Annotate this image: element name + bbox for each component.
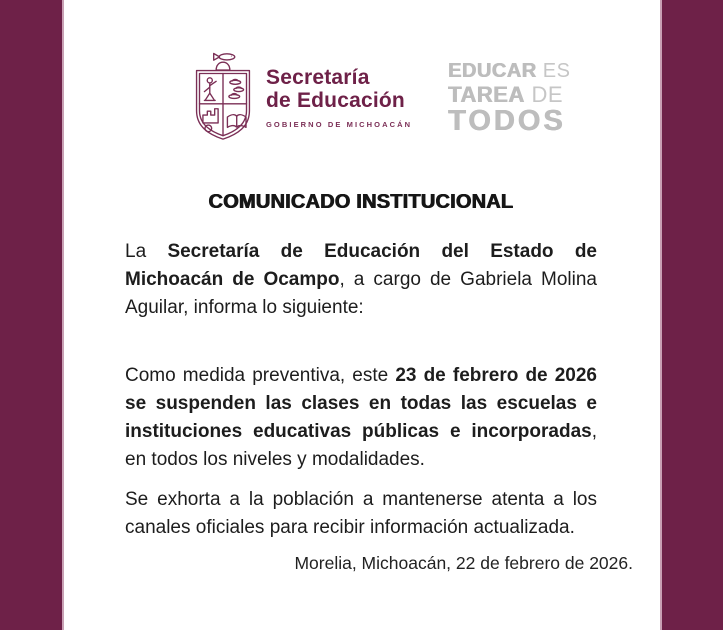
brand-subtitle: GOBIERNO DE MICHOACÁN xyxy=(266,120,413,129)
slogan xyxy=(448,61,570,138)
page-title: COMUNICADO INSTITUCIONAL xyxy=(208,191,514,213)
slogan-word-educar: EDUCAR xyxy=(448,60,537,82)
main-content xyxy=(125,190,633,574)
body-paragraphs xyxy=(125,238,597,542)
dateline: Morelia, Michoacán, 22 de febrero de 2026. xyxy=(294,553,633,573)
paragraph-text: , a cargo de Gabriela Molina Aguilar, informa lo siguiente: xyxy=(125,269,597,318)
paragraph-bold-text: 23 de febrero de 2026 se suspenden las clases en todas las escuelas e instituciones educativas públicas e incorporadas xyxy=(125,365,598,442)
paragraph xyxy=(125,362,597,474)
michoacan-coat-of-arms-icon xyxy=(190,50,256,144)
paragraph-text: , en todos los niveles y modalidades. xyxy=(125,421,597,470)
slogan-word-tarea: TAREA xyxy=(448,81,525,107)
paragraph-text: La xyxy=(125,241,168,262)
paragraph xyxy=(125,238,597,322)
paragraph-text: Se exhorta a la población a mantenerse atenta a los canales oficiales para recibir información actualizada. xyxy=(125,489,597,538)
left-border-band xyxy=(0,0,62,630)
slogan-word-es: ES xyxy=(536,60,571,82)
slogan-line-3 xyxy=(448,106,570,137)
brand-text xyxy=(266,66,412,129)
header xyxy=(190,50,597,144)
brand-name-line2: de Educación xyxy=(266,89,405,112)
brand-name-line1: Secretaría xyxy=(266,66,370,89)
document-sheet xyxy=(62,0,662,630)
right-border-band xyxy=(662,0,723,630)
slogan-word-todos: TODOS xyxy=(448,105,566,138)
slogan-line-2 xyxy=(448,83,570,107)
paragraph xyxy=(125,486,597,542)
slogan-line-1 xyxy=(448,61,570,83)
paragraph-bold-text: Secretaría de Educación del Estado de Michoacán de Ocampo xyxy=(125,241,598,290)
slogan-word-de: DE xyxy=(524,81,564,107)
paragraph-text: Como medida preventiva, este xyxy=(125,365,396,386)
